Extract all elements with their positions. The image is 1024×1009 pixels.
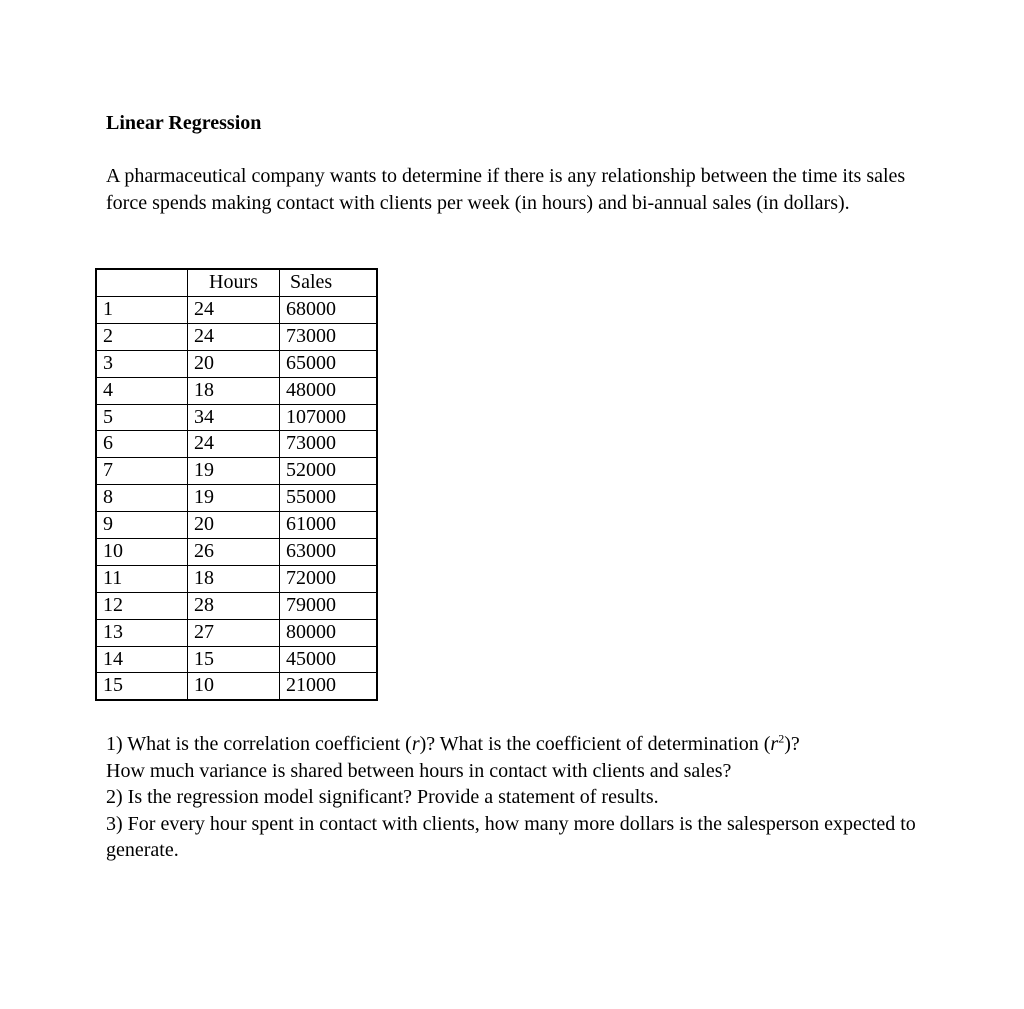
hours-cell: 24 [188, 431, 280, 458]
sales-cell: 45000 [280, 646, 378, 673]
hours-cell: 15 [188, 646, 280, 673]
sales-cell: 80000 [280, 619, 378, 646]
data-table [95, 268, 378, 701]
hours-cell: 18 [188, 377, 280, 404]
question-1-continued: How much variance is shared between hours in contact with clients and sales? [106, 759, 732, 782]
r-symbol: r [411, 733, 420, 755]
sales-cell: 107000 [280, 404, 378, 431]
row-index-cell: 11 [96, 565, 188, 592]
table-row [96, 350, 377, 377]
hours-cell: 20 [188, 350, 280, 377]
hours-cell: 26 [188, 539, 280, 566]
row-index-cell: 9 [96, 512, 188, 539]
sales-cell: 73000 [280, 431, 378, 458]
hours-cell: 24 [188, 297, 280, 324]
questions-section [106, 731, 966, 864]
hours-cell: 18 [188, 565, 280, 592]
sales-cell: 52000 [280, 458, 378, 485]
hours-cell: 19 [188, 485, 280, 512]
sales-cell: 63000 [280, 539, 378, 566]
table-row [96, 619, 377, 646]
question-1-text-c: )? [784, 733, 800, 755]
table-row [96, 646, 377, 673]
table-row [96, 404, 377, 431]
page-title: Linear Regression [106, 112, 262, 134]
sales-cell: 48000 [280, 377, 378, 404]
table-header-sales: Sales [280, 269, 378, 297]
table-row [96, 431, 377, 458]
table-row [96, 512, 377, 539]
r2-symbol: r [770, 733, 779, 755]
hours-cell: 28 [188, 592, 280, 619]
sales-cell: 68000 [280, 297, 378, 324]
table-body [96, 297, 377, 701]
row-index-cell: 13 [96, 619, 188, 646]
sales-cell: 21000 [280, 673, 378, 700]
question-1-text-b: )? What is the coefficient of determination ( [419, 733, 771, 755]
row-index-cell: 8 [96, 485, 188, 512]
row-index-cell: 7 [96, 458, 188, 485]
row-index-cell: 2 [96, 323, 188, 350]
r2-exponent: 2 [778, 731, 785, 746]
hours-cell: 10 [188, 673, 280, 700]
table-row [96, 539, 377, 566]
table-row [96, 377, 377, 404]
table-row [96, 458, 377, 485]
hours-cell: 34 [188, 404, 280, 431]
row-index-cell: 6 [96, 431, 188, 458]
row-index-cell: 3 [96, 350, 188, 377]
row-index-cell: 12 [96, 592, 188, 619]
hours-cell: 20 [188, 512, 280, 539]
sales-cell: 72000 [280, 565, 378, 592]
table-row [96, 297, 377, 324]
question-1-text-a: 1) What is the correlation coefficient ( [106, 733, 412, 755]
row-index-cell: 1 [96, 297, 188, 324]
table-header-hours: Hours [188, 269, 280, 297]
hours-cell: 19 [188, 458, 280, 485]
hours-cell: 24 [188, 323, 280, 350]
row-index-cell: 15 [96, 673, 188, 700]
table-header-row [96, 269, 377, 297]
sales-cell: 79000 [280, 592, 378, 619]
sales-cell: 55000 [280, 485, 378, 512]
table-row [96, 323, 377, 350]
sales-cell: 65000 [280, 350, 378, 377]
question-3: 3) For every hour spent in contact with clients, how many more dollars is the salesperson expected to generate. [106, 812, 916, 861]
hours-cell: 27 [188, 619, 280, 646]
row-index-cell: 14 [96, 646, 188, 673]
row-index-cell: 4 [96, 377, 188, 404]
row-index-cell: 10 [96, 539, 188, 566]
sales-cell: 73000 [280, 323, 378, 350]
table-header-index [96, 269, 188, 297]
table-row [96, 673, 377, 700]
table-row [96, 565, 377, 592]
table-row [96, 485, 377, 512]
table-row [96, 592, 377, 619]
question-1 [106, 731, 966, 758]
sales-cell: 61000 [280, 512, 378, 539]
intro-paragraph: A pharmaceutical company wants to determine if there is any relationship between the time its sales force spends making contact with clients per week (in hours) and bi-annual sales (in dollars). [106, 165, 906, 214]
row-index-cell: 5 [96, 404, 188, 431]
question-2: 2) Is the regression model significant? Provide a statement of results. [106, 786, 659, 808]
